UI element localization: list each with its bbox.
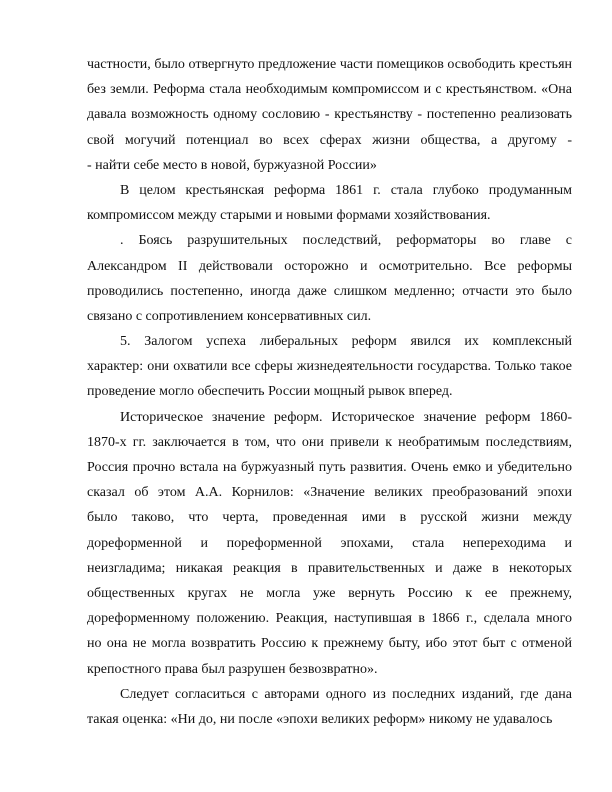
text-line: связано с сопротивлением консервативных сил. — [87, 308, 372, 324]
text-line: проведение могло обеспечить России мощный рывок вперед. — [87, 384, 453, 400]
text-line: дореформенному положению. Реакция, наступившая в 1866 г., сделала много — [87, 611, 572, 627]
paragraph — [87, 405, 572, 682]
text-line: но она не могла возвратить Россию к прежнему быту, ибо этот быт с отменой — [87, 636, 572, 652]
text-line: такая оценка: «Ни до, ни после «эпохи великих реформ» никому не удавалось — [87, 711, 553, 727]
text-line: компромиссом между старыми и новыми формами хозяйствования. — [87, 208, 491, 224]
text-line: общественных кругах не могла уже вернуть Россию к ее прежнему, — [87, 585, 572, 601]
text-line: было таково, что черта, проведенная ими в русской жизни между — [87, 510, 572, 526]
text-line: Александром II действовали осторожно и осмотрительно. Все реформы — [87, 258, 572, 274]
text-line: Следует согласиться с авторами одного из последних изданий, где дана — [120, 686, 572, 702]
text-line: крепостного права был разрушен безвозвратно». — [87, 661, 378, 677]
text-line: свой могучий потенциал во всех сферах жизни общества, а другому - — [87, 132, 572, 148]
paragraph — [87, 682, 572, 732]
text-line: сказал об этом А.А. Корнилов: «Значение великих преобразований эпохи — [87, 485, 572, 501]
text-line: Историческое значение реформ. Историческое значение реформ 1860- — [120, 409, 572, 425]
paragraph — [87, 329, 572, 405]
text-line: проводились постепенно, иногда даже слишком медленно; отчасти это было — [87, 283, 572, 299]
text-line: давала возможность одному сословию - крестьянству - постепенно реализовать — [87, 107, 572, 123]
paragraph — [87, 228, 572, 329]
text-line: . Боясь разрушительных последствий, реформаторы во главе с — [120, 233, 572, 249]
text-line: - найти себе место в новой, буржуазной России» — [87, 157, 377, 173]
text-line: без земли. Реформа стала необходимым компромиссом и с крестьянством. «Она — [87, 82, 572, 98]
body-text — [87, 52, 572, 732]
text-line: Россия прочно встала на буржуазный путь развития. Очень емко и убедительно — [87, 460, 572, 475]
text-line: 5. Залогом успеха либеральных реформ явился их комплексный — [120, 334, 572, 350]
paragraph — [87, 178, 572, 228]
text-line: В целом крестьянская реформа 1861 г. стала глубоко продуманным — [120, 182, 572, 198]
paragraph — [87, 52, 572, 178]
text-line: 1870-х гг. заключается в том, что они привели к необратимым последствиям, — [87, 434, 572, 450]
text-line: дореформенной и пореформенной эпохами, стала непереходима и — [87, 535, 572, 551]
text-line: характер: они охватили все сферы жизнедеятельности государства. Только такое — [87, 359, 572, 375]
text-line: частности, было отвергнуто предложение части помещиков освободить крестьян — [87, 57, 572, 72]
text-line: неизгладима; никакая реакция в правительственных и даже в некоторых — [87, 560, 572, 576]
